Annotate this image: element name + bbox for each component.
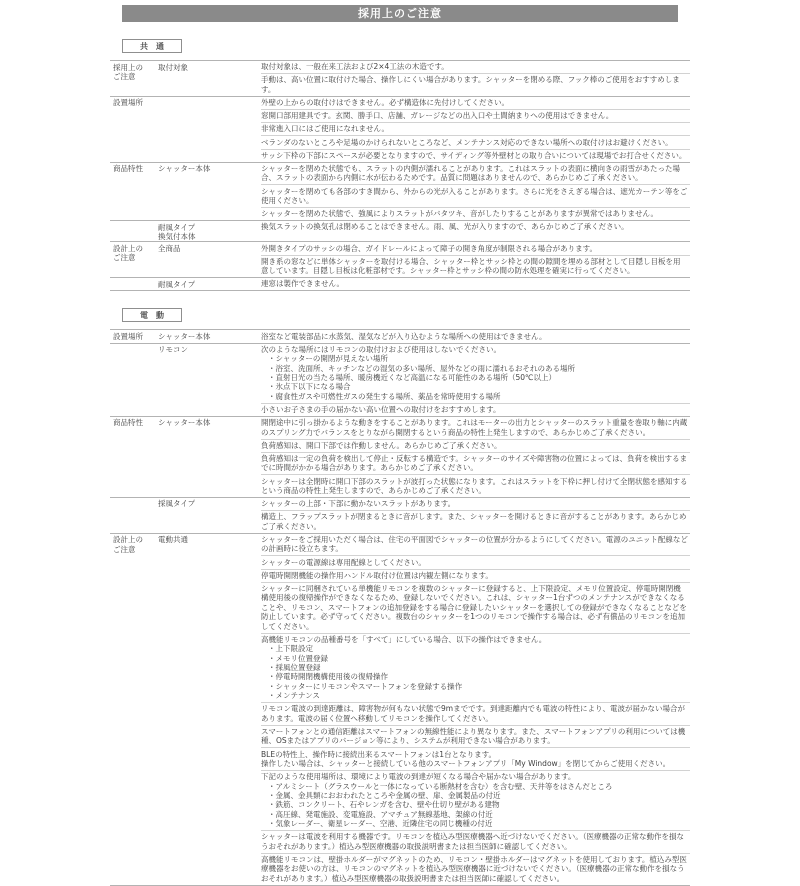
group-sub-label: リモコン (158, 345, 188, 355)
notice-text-line: 高機能リモコンの品種番号を「すべて」にしている場合、以下の操作はできません。 (261, 634, 547, 644)
notice-row (261, 256, 690, 278)
notice-text-line: シャッターを閉めた状態で、強風によりスラットがバタツキ、音がしたりすることがありますが異常ではありません。 (261, 209, 658, 219)
notice-row (261, 703, 690, 726)
notice-text-line: ・高圧線、発電施設、変電施設、アマチュア無線基地、架線の付近 (268, 809, 493, 819)
notice-group (110, 329, 690, 342)
notice-row (261, 831, 690, 854)
document-content (110, 0, 690, 886)
group-category-label: 設計上の ご注意 (113, 535, 143, 554)
group-rows (261, 534, 690, 885)
notice-text-line: 停電時開閉機能の操作用ハンドル取付け位置は内観左側になります。 (261, 570, 493, 580)
notice-text-line: スマートフォンとの通信距離はスマートフォンの無線性能により異なります。また、スマートフォンアプリの利用については機種、OSまたはアプリのバージョン等により、システムが利用できない場合があります。 (261, 726, 686, 746)
group-category-label: 商品特性 (113, 418, 143, 428)
group-rows (261, 221, 690, 241)
group-sub-label: 耐風タイプ 換気付本体 (158, 222, 196, 241)
notice-text-line: 非常進入口にはご使用になれません。 (261, 124, 389, 134)
group-sub-label: 耐風タイプ (158, 279, 196, 289)
notice-text-line: ・アルミシート（グラスウールと一体になっている断熱材を含む）を含む壁、天井等をはさんだところ (268, 781, 613, 791)
notice-row (261, 163, 690, 186)
notice-group (110, 162, 690, 220)
notice-text-line: 浴室など電装部品に水蒸気、湿気などが入り込むような場所への使用はできません。 (261, 331, 547, 341)
notice-text-line: ・シャッターにリモコンやスマートフォンを登録する操作 (268, 681, 463, 691)
notice-row (261, 511, 690, 533)
notice-text-line: シャッターに同梱されている単機能リモコンを複数のシャッターに登録すると、上下限設定、メモリ位置設定、停電時開閉機構使用後の復帰操作ができなくなるため、登録しないでください。これは、シャッター1台ずつのメンテナンスができなくなることや、リモコン、スマートフォンの追加登録をする場合に登録したいシャッターを選択しての登録ができなくなることなどを防止しています。必ず守ってください。複数台のシャッターを1つのリモコンで操作する場合は、必ず有償品のリモコンを追加してください。 (261, 583, 687, 631)
notice-table (110, 60, 690, 291)
group-sub-label: 電動共通 (158, 535, 188, 545)
notice-text-line: シャッターの上部・下部に動かないスラットがあります。 (261, 499, 456, 509)
notice-text-line: 連窓は製作できません。 (261, 279, 344, 289)
notice-text-line: ・気象レーダー、衛星レーダー、空港、近隣住宅の同じ機種の付近 (268, 819, 493, 829)
notice-row (261, 534, 690, 557)
group-category-label: 採用上の ご注意 (113, 62, 143, 81)
notice-text-line: ・氷点下以下になる場合 (268, 382, 351, 392)
notice-text-line: 取付対象は、一般在来工法および2×4工法の木造です。 (261, 62, 449, 72)
notice-text-line: 換気スラットの換気孔は閉めることはできません。雨、風、光が入りますので、あらかじめご了承ください。 (261, 222, 629, 232)
notice-text-line: 下記のような使用場所は、環境により電波の到達が短くなる場合や届かない場合があります。 (261, 772, 576, 782)
group-category-label: 設置場所 (113, 98, 143, 108)
page-title: 採用上のご注意 (122, 5, 678, 22)
notice-row (261, 498, 690, 511)
notice-row (261, 726, 690, 749)
notice-text-line: 構造上、フラップスラットが閉まるときに音がします。また、シャッターを開けるときに音がすることがあります。あらかじめご了承ください。 (261, 512, 687, 531)
notice-text-line: サッシ下枠の下部にスペースが必要となりますので、サイディング等外壁材との取り合いについては現場でお打合せください。 (261, 150, 687, 160)
notice-row (261, 771, 690, 831)
group-rows (261, 163, 690, 220)
notice-group (110, 96, 690, 162)
group-sub-label: シャッター本体 (158, 331, 211, 341)
notice-text-line: シャッターは電波を利用する機器です。リモコンを植込み型医療機器へ近づけないでください。（医療機器の正常な動作を損なうおそれがあります。）植込み型医療機器の取扱説明書または担当医師に確認してください。 (261, 832, 684, 851)
notice-text-line: 手動は、高い位置に取付けた場合、操作しにくい場合があります。シャッターを閉める際、フック棒のご使用をおすすめします。 (261, 75, 680, 94)
notice-text-line: ・上下限設定 (268, 644, 313, 654)
notice-row (261, 150, 690, 162)
notice-group (110, 241, 690, 277)
notice-row (261, 110, 690, 123)
notice-text-line: ・メモリ位置登録 (268, 653, 328, 663)
notice-row (261, 221, 690, 233)
notice-row (261, 417, 690, 440)
notice-text-line: ・浴室、洗面所、キッチンなどの湿気の多い場所、屋外などの雨に濡れるおそれのある場所 (268, 363, 575, 373)
notice-text-line: 小さいお子さまの手の届かない高い位置への取付けをおすすめします。 (261, 404, 501, 414)
notice-text-line: 操作したい場合は、シャッターと接続している他のスマートフォンアプリ「My Window」を閉じてからご使用ください。 (261, 758, 671, 768)
notice-text-line: シャッターは全閉時に開口下部のスラットが波打った状態になります。これはスラットを下枠に押し付けて全閉状態を感知するという商品の特性上発生しますので、あらかじめご了承ください。 (261, 476, 688, 495)
group-sub-label: シャッター本体 (158, 418, 211, 428)
notice-row (261, 185, 690, 208)
notice-text-line: シャッターを閉めても各部のすき間から、外からの光が入ることがあります。さらに光をさえぎる場合は、遮光カーテン等をご使用ください。 (261, 186, 688, 205)
notice-group (110, 343, 690, 416)
notice-row (261, 556, 690, 569)
notice-text-line: 外開きタイプのサッシの場合、ガイドレールによって障子の開き角度が制限される場合があります。 (261, 243, 597, 253)
notice-row (261, 136, 690, 149)
notice-group (110, 533, 690, 886)
notice-sections (110, 39, 690, 886)
notice-group (110, 277, 690, 291)
group-sub-label: 採風タイプ (158, 499, 196, 509)
notice-group (110, 416, 690, 497)
notice-row (261, 123, 690, 136)
notice-row (261, 61, 690, 74)
notice-group (110, 220, 690, 241)
group-rows (261, 278, 690, 290)
notice-text-line: ・金属、金具類におおわれたところや金属の壁、扉、金属製品の付近 (268, 790, 501, 800)
notice-row (261, 208, 690, 220)
notice-row (261, 634, 690, 704)
notice-text-line: BLEの特性上、操作時に接続出来るスマートフォンは1台となります。 (261, 749, 496, 759)
group-rows (261, 344, 690, 416)
group-category-label (110, 221, 155, 241)
notice-group (110, 497, 690, 533)
notice-row (261, 570, 690, 583)
group-sub-label (155, 97, 261, 162)
group-category-label (110, 498, 155, 533)
notice-text-line: ・腐食性ガスや可燃性ガスの発生する場所、薬品を常時使用する場所 (268, 391, 501, 401)
notice-text-line: シャッターを閉めた状態でも、スラットの内側が濡れることがあります。これはスラットの表面に横向きの雨雪があたった場合、スラットの表面から内側に水が伝わるためです。品質に問題はありませんので、あらかじめご了承ください。 (261, 163, 680, 183)
group-category-label: 設置場所 (113, 331, 143, 341)
notice-text-line: ・採風位置登録 (268, 662, 321, 672)
notice-text-line: 負荷感知は、開口下部では作動しません。あらかじめご了承ください。 (261, 440, 502, 450)
notice-row (261, 97, 690, 110)
group-category-label (110, 344, 155, 416)
group-rows (261, 330, 690, 342)
notice-text-line: ・直射日光の当たる場所、暖房機近くなど高温になる可能性のある場所（50℃以上） (268, 372, 556, 382)
notice-row (261, 74, 690, 96)
notice-text-line: ・メンテナンス (268, 691, 320, 701)
group-category-label: 設計上の ご注意 (113, 243, 143, 263)
group-rows (261, 498, 690, 533)
group-rows (261, 61, 690, 96)
notice-text-line: ベランダのないところや足場のかけられないところなど、メンテナンス対応のできない場所への取付けはお避けください。 (261, 137, 673, 147)
notice-text-line: ・停電時開閉機構使用後の復帰操作 (268, 672, 388, 682)
notice-text-line: 高機能リモコンは、壁掛ホルダーがマグネットのため、リモコン・壁掛ホルダーはマグネットを使用しております。植込み型医療機器をお使いの方は、リモコンのマグネットを植込み型医療機器に近づけないでください。（医療機器の正常な動作を損なうおそれがあります。）植込み型医療機器の取扱説明書または担当医師に確認してください。 (261, 854, 687, 883)
notice-row (261, 404, 690, 416)
notice-row (261, 344, 690, 404)
section-header-common: 共 通 (122, 39, 182, 53)
group-rows (261, 97, 690, 162)
notice-text-line: 外壁の上からの取付けはできません。必ず構造体に先付けしてください。 (261, 97, 509, 107)
group-rows (261, 417, 690, 497)
notice-text-line: シャッターをご採用いただく場合は、住宅の平面図でシャッターの位置が分かるようにしてください。電源のユニット配線などの計画時に役立ちます。 (261, 534, 688, 554)
notice-row (261, 278, 690, 290)
group-rows (261, 242, 690, 277)
group-category-label (110, 278, 155, 290)
notice-text-line: ・シャッターの開閉が見えない場所 (268, 354, 388, 364)
notice-row (261, 440, 690, 453)
notice-row (261, 583, 690, 634)
group-sub-label: シャッター本体 (158, 164, 211, 174)
notice-row (261, 475, 690, 497)
notice-text-line: シャッターの電源線は専用配線としてください。 (261, 557, 426, 567)
notice-row (261, 453, 690, 476)
notice-row (261, 748, 690, 771)
section-header-electric: 電 動 (122, 308, 182, 322)
notice-group (110, 60, 690, 96)
notice-text-line: ・鉄筋、コンクリート、石やレンガを含む、壁や仕切り壁がある建物 (268, 800, 500, 810)
group-category-label: 商品特性 (113, 164, 143, 174)
notice-row (261, 330, 690, 342)
notice-text-line: 開閉途中に引っ掛かるような動きをすることがあります。これはモーターの出力とシャッターのスラット重量を巻取り軸に内蔵のスプリング力でバランスをとりながら開閉するという商品の特性上発生しますので、あらかじめご了承ください。 (261, 418, 688, 437)
notice-text-line: 負荷感知は一定の負荷を検出して停止・反転する構造です。シャッターのサイズや障害物の位置によっては、負荷を検出するまでに時間がかかる場合があります。あらかじめご了承ください。 (261, 453, 688, 473)
group-sub-label: 全商品 (158, 243, 181, 253)
group-sub-label: 取付対象 (158, 62, 188, 72)
notice-row (261, 242, 690, 255)
notice-text-line: 窓開口部用建具です。玄関、勝手口、店舗、ガレージなどの出入口や土間納まりへの使用はできません。 (261, 111, 614, 121)
notice-text-line: 次のような場所にはリモコンの取付けおよび使用はしないでください。 (261, 344, 501, 354)
notice-text-line: リモコン電波の到達距離は、障害物が何もない状態で9mまでです。到達距離内でも電波の特性により、電波が届かない場合があります。電波の届く位置へ移動してリモコンを操作してください。 (261, 704, 685, 723)
notice-text-line: 開き系の窓などに単体シャッターを取付ける場合、シャッター枠とサッシ枠との間の隙間を埋める部材として目隠し目板を用意しています。目隠し目板は化粧部材です。シャッター枠とサッシ枠の間の防水処理を確実に行ってください。 (261, 256, 681, 276)
notice-row (261, 854, 690, 885)
notice-table (110, 329, 690, 885)
